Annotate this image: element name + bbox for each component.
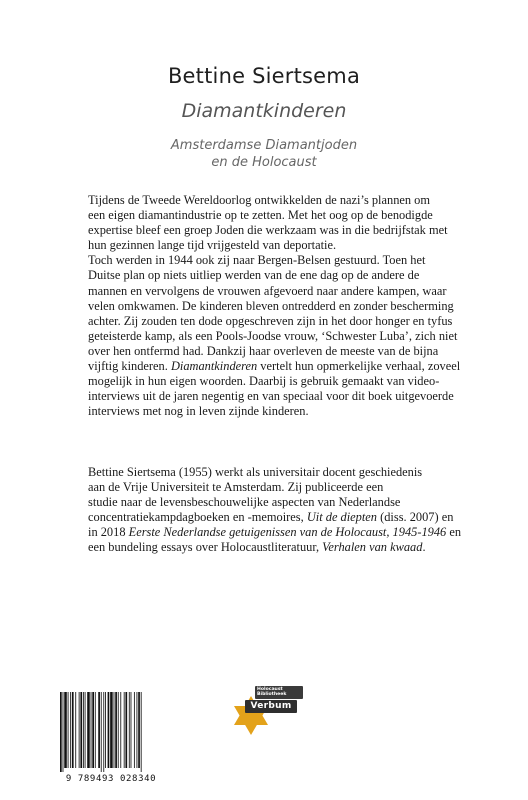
- synopsis-line: [88, 238, 448, 253]
- italic-title-text: Verhalen van kwaad: [322, 540, 423, 555]
- barcode-bar: [95, 692, 96, 768]
- text-run: hun gezinnen lange tijd vrijgesteld van deportatie.: [88, 238, 337, 253]
- barcode-bar: [101, 692, 102, 772]
- text-run: interviews met nog in leven zijnde kinderen.: [88, 404, 309, 419]
- barcode-bar: [114, 692, 115, 768]
- star-of-david-icon: [231, 692, 271, 738]
- text-run: vertelt hun opmerkelijke verhaal, zoveel: [257, 359, 461, 374]
- bio-line: [88, 525, 462, 540]
- isbn-barcode: [56, 690, 166, 788]
- subtitle-line: Amsterdamse Diamantjoden: [170, 138, 358, 153]
- barcode-bar: [134, 692, 135, 768]
- series-line: Bibliotheek: [257, 692, 287, 698]
- italic-title-text: Eerste Nederlandse getuigenissen van de Holocaust, 1945-1946: [128, 525, 447, 540]
- author-name: Bettine Siertsema: [167, 64, 361, 88]
- publisher-series-label: [255, 686, 303, 699]
- synopsis-line: [88, 313, 453, 329]
- text-run: aan de Vrije Universiteit te Amsterdam. Zij publiceerde een: [88, 480, 384, 495]
- publisher-logo: [215, 686, 315, 742]
- text-run: studie naar de levensbeschouwelijke aspecten van Nederlandse: [88, 495, 401, 510]
- text-run: concentratiekampdagboeken en -memoires,: [88, 510, 307, 525]
- synopsis-line: [88, 223, 448, 238]
- synopsis-line: [88, 208, 448, 223]
- bio-line: [88, 510, 454, 525]
- synopsis-line: [88, 359, 461, 374]
- barcode-bar: [105, 692, 106, 768]
- bio-line: [88, 465, 448, 480]
- barcode-bar: [103, 692, 104, 772]
- barcode-bar: [91, 692, 92, 768]
- text-run: over hen ontfermd had. Dankzij haar overleven de meeste van de bijna: [88, 343, 439, 358]
- barcode-bar: [131, 692, 132, 768]
- bio-line: [88, 540, 448, 555]
- barcode-bar: [80, 692, 82, 768]
- italic-title-text: Diamantkinderen: [170, 359, 258, 374]
- bio-line: [88, 495, 448, 510]
- barcode-bar: [79, 692, 80, 768]
- text-run: Tijdens de Tweede Wereldoorlog ontwikkelden de nazi’s plannen om: [88, 193, 431, 207]
- synopsis-text: [88, 193, 461, 419]
- synopsis-line: [88, 404, 448, 419]
- text-run: en: [446, 525, 462, 540]
- publisher-name: Verbum: [245, 700, 297, 713]
- barcode-bar: [92, 692, 94, 768]
- synopsis-line: [88, 374, 448, 389]
- text-run: geteisterde kamp, als een Pools-Joodse vrouw, ‘Schwester Luba’, zich niet: [88, 328, 458, 343]
- barcode-bar: [83, 692, 84, 768]
- barcode-bar: [72, 692, 74, 768]
- italic-title-text: Uit de diepten: [306, 510, 378, 525]
- barcode-bar: [108, 692, 110, 768]
- text-run: mannen en vervolgens de vrouwen afgevoerd naar andere kampen, waar: [88, 283, 447, 298]
- barcode-bar: [120, 692, 121, 768]
- author-bio-text: [88, 465, 462, 556]
- synopsis-line: [88, 328, 458, 344]
- synopsis-line: [88, 298, 454, 314]
- text-run: achter. Zij zouden ten dode opgeschreven zijn in het door honger en tyfus: [88, 313, 453, 328]
- text-run: Bettine Siertsema (1955) werkt als universitair docent geschiedenis: [88, 465, 423, 479]
- barcode-bar: [85, 692, 86, 768]
- synopsis-line: [88, 193, 448, 208]
- barcode-icon: [56, 690, 166, 772]
- synopsis-line: [88, 389, 454, 404]
- barcode-bar: [60, 692, 62, 772]
- synopsis-line: [88, 253, 448, 268]
- text-run: Duitse plan op niets uitliep werden van de ene dag op de andere de: [88, 268, 420, 283]
- synopsis-line: [88, 344, 448, 359]
- text-run: (diss. 2007) en: [377, 510, 454, 525]
- synopsis-line: [88, 268, 448, 283]
- book-title: Diamantkinderen: [181, 100, 347, 122]
- barcode-bar: [64, 692, 67, 768]
- text-run: in 2018: [88, 525, 129, 540]
- text-run: expertise bleef een groep Joden die werkzaam was in die bedrijfstak met: [88, 223, 448, 238]
- book-subtitle: [0, 137, 528, 171]
- barcode-bar: [68, 692, 69, 768]
- barcode-bar: [98, 692, 100, 768]
- barcode-bar: [141, 692, 142, 772]
- barcode-bar: [129, 692, 130, 768]
- text-run: vijftig kinderen.: [88, 359, 171, 374]
- synopsis-line: [88, 284, 448, 299]
- isbn-number: 9 789493 028340: [65, 774, 157, 784]
- barcode-bar: [124, 692, 125, 768]
- text-run: een bundeling essays over Holocaustliteratuur,: [88, 540, 323, 555]
- series-line: Holocaust: [257, 687, 283, 692]
- barcode-bar: [75, 692, 76, 768]
- barcode-bar: [87, 692, 90, 768]
- text-run: mogelijk in hun eigen woorden. Daarbij is gebruik gemaakt van video-: [88, 374, 440, 389]
- barcode-bar: [138, 692, 140, 768]
- subtitle-line: en de Holocaust: [211, 155, 317, 170]
- barcode-bar: [70, 692, 71, 768]
- barcode-bar: [110, 692, 113, 768]
- barcode-bar: [63, 692, 64, 772]
- text-run: interviews uit de jaren negentig en van speciaal voor dit boek uitgevoerde: [88, 389, 454, 404]
- barcode-bar: [115, 692, 117, 768]
- text-run: een eigen diamantindustrie op te zetten. Met het oog op de benodigde: [88, 208, 433, 223]
- text-run: .: [422, 540, 426, 555]
- bio-line: [88, 480, 448, 495]
- text-run: Toch werden in 1944 ook zij naar Bergen-Belsen gestuurd. Toen het: [88, 253, 426, 268]
- barcode-bar: [137, 692, 138, 768]
- barcode-bar: [125, 692, 127, 768]
- text-run: velen omkwamen. De kinderen bleven ontredderd en zonder bescherming: [88, 298, 454, 313]
- barcode-bar: [118, 692, 119, 768]
